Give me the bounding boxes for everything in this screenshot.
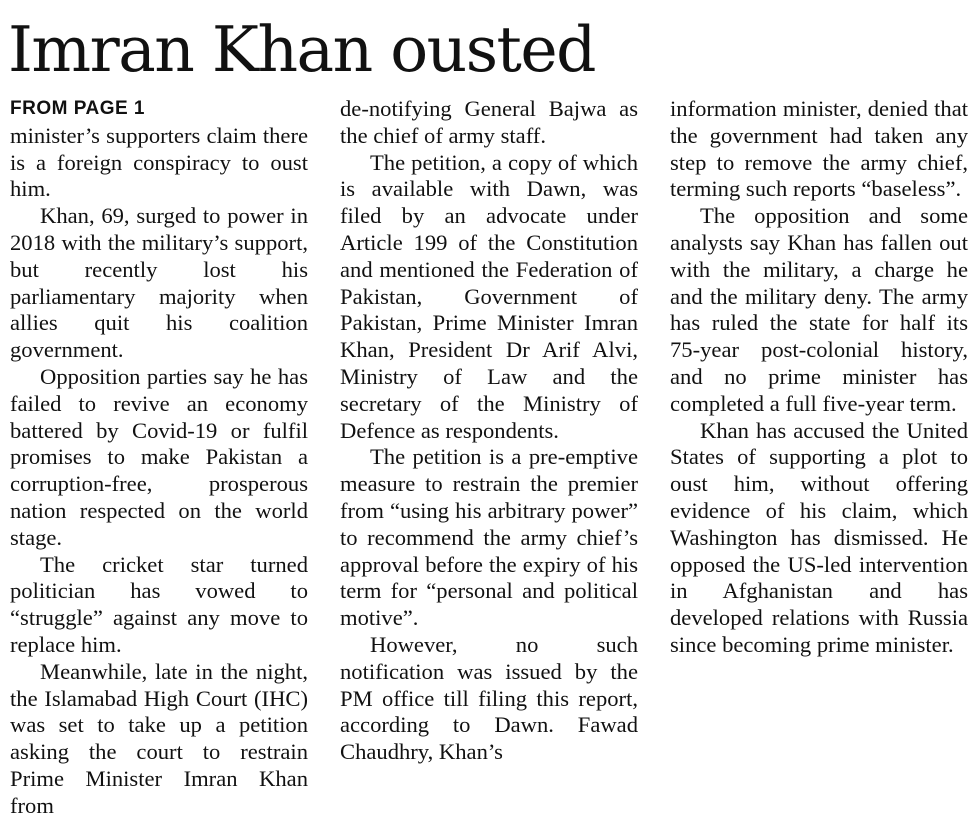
paragraph: The petition is a pre-emptive measure to restrain the premier from “using his arbitrary power” to recommend the army chief’s approval before the expiry of his term for “personal and political motive”. <box>340 444 638 631</box>
paragraph: Meanwhile, late in the night, the Islamabad High Court (IHC) was set to take up a petition asking the court to restrain Prime Minister Imran Khan from <box>10 658 308 818</box>
paragraph: Khan has accused the United States of supporting a plot to oust him, without offering evidence of his claim, which Washington has dismissed. He opposed the US-led intervention in Afghanistan and has developed relations with Russia since becoming prime minister. <box>670 417 968 657</box>
paragraph: Opposition parties say he has failed to revive an economy battered by Covid-19 or fulfil promises to make Pakistan a corruption-free, prosperous nation respected on the world stage. <box>10 363 308 550</box>
paragraph: However, no such notification was issued by the PM office till filing this report, according to Dawn. Fawad Chaudhry, Khan’s <box>340 631 638 765</box>
paragraph: minister’s supporters claim there is a foreign conspiracy to oust him. <box>10 122 308 202</box>
headline: Imran Khan ousted <box>8 13 595 86</box>
column-2 <box>340 96 638 830</box>
paragraph: Khan, 69, surged to power in 2018 with the military’s support, but recently lost his parliamentary majority when allies quit his coalition government. <box>10 203 308 363</box>
column-3 <box>670 96 968 830</box>
column-1 <box>10 96 308 830</box>
paragraph: The petition, a copy of which is available with Dawn, was filed by an advocate under Article 199 of the Constitution and mentioned the Federation of Pakistan, Government of Pakistan, Prime Minister Imran Khan, President Dr Arif Alvi, Ministry of Law and the secretary of the Ministry of Defence as respondents. <box>340 149 638 443</box>
paragraph: The cricket star turned politician has vowed to “struggle” against any move to replace him. <box>10 551 308 657</box>
paragraph: information minister, denied that the government had taken any step to remove the army chief, terming such reports “baseless”. <box>670 96 968 202</box>
paragraph: The opposition and some analysts say Khan has fallen out with the military, a charge he and the military deny. The army has ruled the state for half its 75-year post-colonial history, and no prime minister has completed a full five-year term. <box>670 203 968 416</box>
kicker-from-page: FROM PAGE 1 <box>10 98 145 119</box>
paragraph: de-notifying General Bajwa as the chief of army staff. <box>340 96 638 148</box>
article-columns <box>10 96 968 830</box>
